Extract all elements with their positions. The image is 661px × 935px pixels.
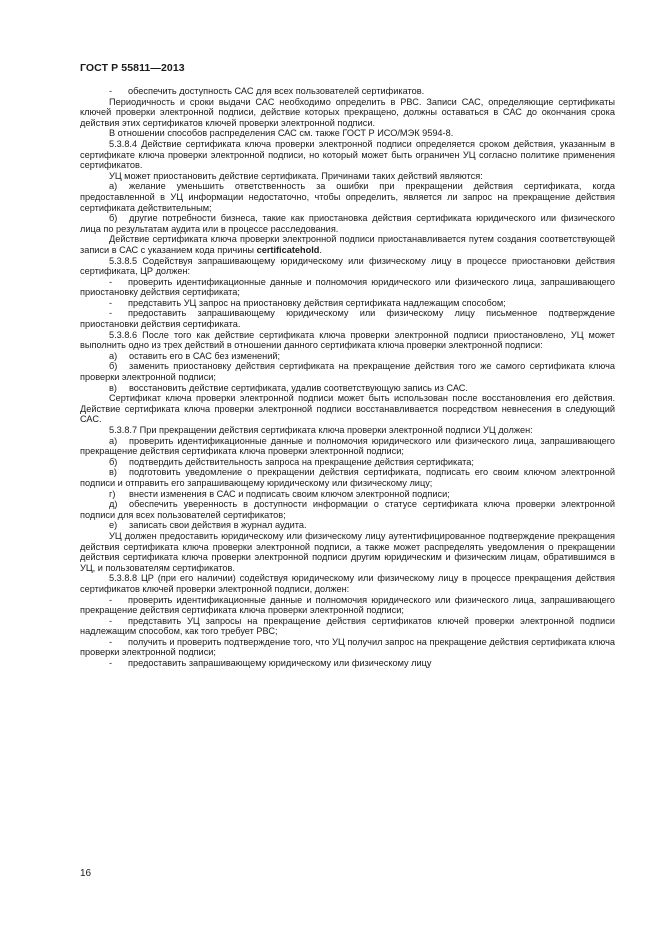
paragraph — [80, 330, 615, 351]
list-item — [80, 499, 615, 520]
list-item — [80, 277, 615, 298]
list-item — [80, 457, 615, 468]
paragraph-text: УЦ должен предоставить юридическому или физическому лицу аутентифицированное подтверждение прекращения действия сертификата ключа проверки электронной подписи, а также может распределять уведомления о прекращении действия сертификата ключа проверки электронной подписи другим юридическим и физическим лицам, обратившимся в УЦ, и пользователям сертификатов. — [80, 530, 615, 573]
list-marker: б) — [109, 213, 118, 224]
list-marker: - — [109, 615, 113, 626]
list-item — [80, 637, 615, 658]
list-marker: - — [109, 658, 113, 669]
paragraph-text: подтвердить действительность запроса на прекращение действия сертификата; — [129, 456, 474, 467]
paragraph-text: обеспечить доступность САС для всех пользователей сертификатов. — [128, 86, 425, 96]
paragraph-text: желание уменьшить ответственность за ошибки при прекращении действия сертификата, когда предоставленной в УЦ информации недостаточно, чтобы определить, является ли запрос на прекращение действия сертификата действительным; — [80, 181, 615, 213]
paragraph-text: оставить его в САС без изменений; — [129, 350, 281, 361]
paragraph-text: 5.3.8.4 Действие сертификата ключа проверки электронной подписи определяется сроком действия, указанным в сертификате ключа проверки электронной подписи, но который может быть ограничен УЦ согласно политике применения сертификатов. — [80, 138, 615, 171]
list-item — [80, 298, 615, 309]
list-item — [80, 181, 615, 213]
list-marker: в) — [109, 382, 117, 393]
list-item — [80, 595, 615, 616]
list-item — [80, 489, 615, 500]
reason-code: certificatehold — [256, 244, 320, 255]
paragraph-text: заменить приостановку действия сертификата на прекращение действия того же самого сертификата ключа проверки электронной подписи; — [80, 361, 615, 383]
paragraph-text: 5.3.8.8 ЦР (при его наличии) содействуя юридическому или физическому лицу в процессе прекращения действия сертификатов ключей проверки электронной подписи, должен: — [80, 573, 615, 594]
paragraph — [80, 97, 615, 129]
list-marker: - — [109, 276, 113, 287]
list-marker: д) — [109, 499, 118, 510]
paragraph-text: предоставить запрашивающему юридическому или физическому лицу письменное подтверждение приостановки действия сертификата. — [80, 308, 615, 330]
page-number: 16 — [80, 868, 92, 879]
list-marker: - — [109, 308, 113, 319]
list-marker: - — [109, 594, 113, 605]
list-item — [80, 361, 615, 382]
standard-header: ГОСТ Р 55811—2013 — [80, 62, 185, 74]
list-marker: г) — [109, 488, 116, 499]
paragraph-text: УЦ может приостановить действие сертификата. Причинами таких действий являются: — [109, 170, 483, 181]
list-item — [80, 383, 615, 394]
paragraph-text: получить и проверить подтверждение того, что УЦ получил запрос на прекращение действия сертификата ключа проверки электронной подписи; — [80, 636, 615, 658]
paragraph — [80, 573, 615, 594]
paragraph-text: проверить идентификационные данные и полномочия юридического или физического лица, запрашивающего прекращение действия сертификата ключа проверки электронной подписи; — [80, 594, 615, 616]
paragraph — [80, 256, 615, 277]
list-marker: - — [109, 86, 113, 96]
list-item — [80, 616, 615, 637]
list-item — [80, 308, 615, 329]
paragraph-text: Сертификат ключа проверки электронной подписи может быть использован после восстановления его действия. Действие сертификата ключа проверки электронной подписи восстанавливается посредством невнесения в следующий САС. — [80, 393, 615, 425]
paragraph-text: 5.3.8.6 После того как действие сертификата ключа проверки электронной подписи приостановлено, УЦ может выполнить одно из трех действий в отношении данного сертификата ключа проверки электронной подписи: — [80, 329, 615, 351]
list-marker: а) — [109, 350, 118, 361]
paragraph — [80, 171, 615, 182]
paragraph — [80, 234, 615, 255]
paragraph — [80, 139, 615, 171]
paragraph-text: внести изменения в САС и подписать своим ключом электронной подписи; — [129, 488, 450, 499]
paragraph-text: предоставить запрашивающему юридическому или физическому лицу — [128, 658, 432, 669]
paragraph-text: Действие сертификата ключа проверки электронной подписи приостанавливается путем создания соответствующей записи в САС с указанием кода причины — [80, 234, 615, 255]
document-body — [80, 86, 615, 669]
paragraph — [80, 128, 615, 139]
list-item — [80, 351, 615, 362]
list-marker: а) — [109, 181, 118, 192]
list-marker: е) — [109, 520, 118, 531]
paragraph — [80, 393, 615, 425]
paragraph-text: представить УЦ запросы на прекращение действия сертификатов ключей проверки электронной подписи надлежащим способом, как того требует РВС; — [80, 615, 615, 637]
paragraph-text: восстановить действие сертификата, удалив соответствующую запись из САС. — [129, 382, 468, 393]
list-marker: а) — [109, 435, 118, 446]
list-marker: б) — [109, 456, 118, 467]
paragraph-text: подготовить уведомление о прекращении действия сертификата, подписать его своим ключом электронной подписи и отправить его запрашивающему юридическому или физическому лицу; — [80, 467, 615, 488]
paragraph-text: записать свои действия в журнал аудита. — [129, 520, 307, 531]
list-marker: - — [109, 636, 113, 647]
paragraph-text: проверить идентификационные данные и полномочия юридического или физического лица, запрашивающего приостановку действия сертификата; — [80, 276, 615, 298]
paragraph-text: Периодичность и сроки выдачи САС необходимо определить в РВС. Записи САС, определяющие сертификаты ключей проверки электронной подписи, действие которых прекращено, должны оставаться в САС до окончания срока действия этих сертификатов ключей проверки электронной подписи. — [80, 96, 615, 128]
list-marker: б) — [109, 361, 118, 372]
paragraph — [80, 425, 615, 436]
paragraph-text: В отношении способов распределения САС см. также ГОСТ Р ИСО/МЭК 9594-8. — [109, 128, 454, 139]
paragraph-text: обеспечить уверенность в доступности информации о статусе сертификата ключа проверки электронной подписи для всех пользователей сертификатов; — [80, 499, 615, 520]
list-item — [80, 86, 615, 97]
list-marker: в) — [109, 467, 117, 478]
paragraph-text: 5.3.8.5 Содействуя запрашивающему юридическому или физическому лицу в процессе приостановки действия сертификата, ЦР должен: — [80, 255, 615, 277]
list-item — [80, 658, 615, 669]
list-item — [80, 213, 615, 234]
list-marker: - — [109, 297, 113, 308]
paragraph-text: 5.3.8.7 При прекращении действия сертификата ключа проверки электронной подписи УЦ должен: — [109, 425, 533, 435]
list-item — [80, 520, 615, 531]
paragraph-text: представить УЦ запрос на приостановку действия сертификата надлежащим способом; — [128, 297, 506, 308]
list-item — [80, 467, 615, 488]
paragraph-text: проверить идентификационные данные и полномочия юридического или физического лица, запрашивающего прекращение действия сертификата ключа проверки электронной подписи; — [80, 435, 615, 457]
paragraph-text-end: . — [319, 244, 322, 255]
list-item — [80, 436, 615, 457]
paragraph-text: другие потребности бизнеса, такие как приостановка действия сертификата юридического или физического лица по результатам аудита или в процессе расследования. — [80, 213, 615, 234]
paragraph — [80, 531, 615, 573]
